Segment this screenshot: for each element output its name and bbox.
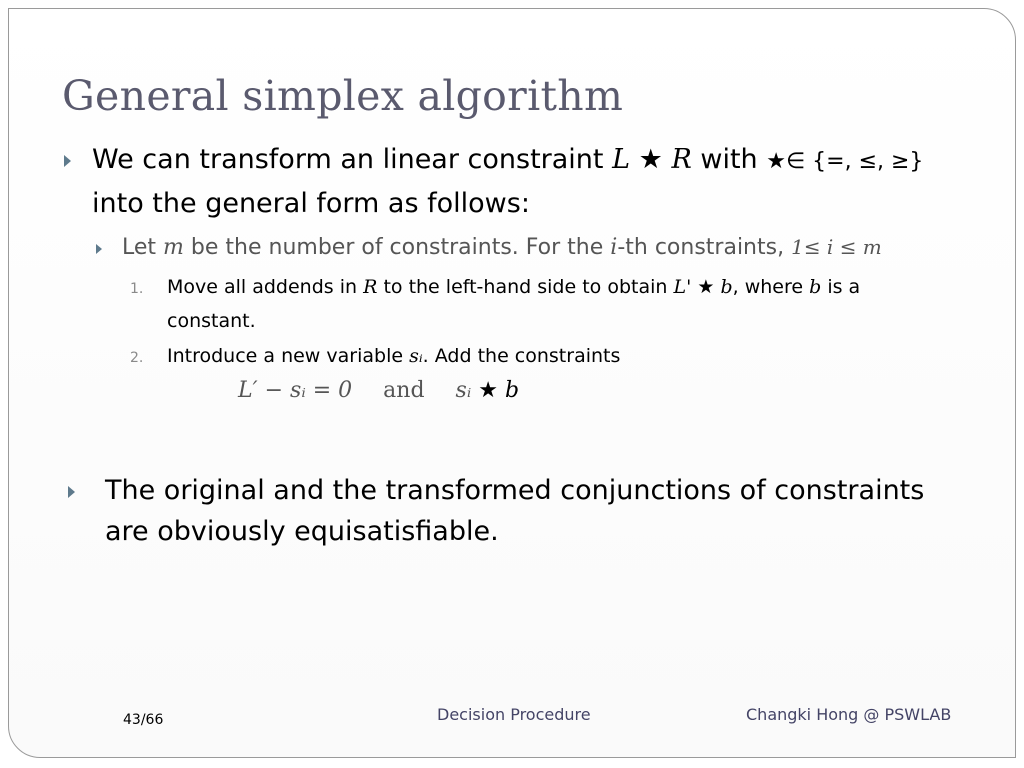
step-1-text-b: to the left-hand side to obtain [383, 276, 668, 298]
math-m: m [163, 235, 184, 260]
math-i: i [610, 235, 618, 260]
step-1-number: 1. [130, 281, 144, 297]
let-text: Let [122, 235, 157, 260]
math-R: R [671, 144, 692, 175]
math-b: b [505, 378, 520, 403]
math-b: b [720, 276, 733, 298]
star-icon: ★ [478, 378, 498, 403]
operator-set: ★∈ {=, ≤, ≥} [766, 149, 924, 174]
with-text: with [700, 144, 758, 175]
math-s-i: sᵢ [409, 345, 423, 367]
step-1-text-d: is a [827, 276, 861, 298]
step-1-text-c: , where [732, 276, 804, 298]
bullet-2-line-2: are obviously equisatisfiable. [105, 516, 499, 547]
step-1-line-1 [167, 276, 860, 298]
slide-title: General simplex algorithm [62, 72, 624, 120]
bullet-arrow-icon [68, 486, 75, 498]
sub-bullet-text: be the number of constraints. For the [190, 235, 604, 260]
math-L-prime: L' [673, 276, 692, 298]
and-text: and [383, 378, 425, 403]
bullet-arrow-icon [64, 155, 71, 167]
math-b: b [809, 276, 822, 298]
math-s-i: sᵢ [455, 378, 472, 403]
th-text: -th constraints, [617, 235, 785, 260]
step-2-number: 2. [130, 350, 144, 366]
bullet-1-line-1 [92, 144, 923, 175]
step-1-text-a: Move all addends in [167, 276, 358, 298]
bullet-1-text: We can transform an linear constraint [92, 144, 604, 175]
math-L: L [612, 144, 631, 175]
math-range: 1≤ i ≤ m [791, 235, 882, 259]
footer-title: Decision Procedure [437, 705, 591, 724]
star-icon: ★ [638, 144, 663, 175]
bullet-1-line-2: into the general form as follows: [92, 188, 530, 219]
step-1-line-2: constant. [167, 310, 256, 332]
sub-bullet-line [122, 235, 882, 260]
math-R: R [363, 276, 378, 298]
bullet-2-line-1: The original and the transformed conjunctions of constraints [105, 475, 925, 506]
step-2-text-b: . Add the constraints [422, 345, 621, 367]
math-equation: L′ − sᵢ = 0 [238, 378, 353, 403]
step-2-text-a: Introduce a new variable [167, 345, 404, 367]
step-2-line-1 [167, 345, 620, 367]
sub-bullet-arrow-icon [96, 244, 102, 254]
star-icon: ★ [697, 276, 715, 298]
footer-author: Changki Hong @ PSWLAB [746, 705, 952, 724]
constraint-equation [238, 378, 519, 403]
page-number: 43/66 [123, 712, 164, 728]
